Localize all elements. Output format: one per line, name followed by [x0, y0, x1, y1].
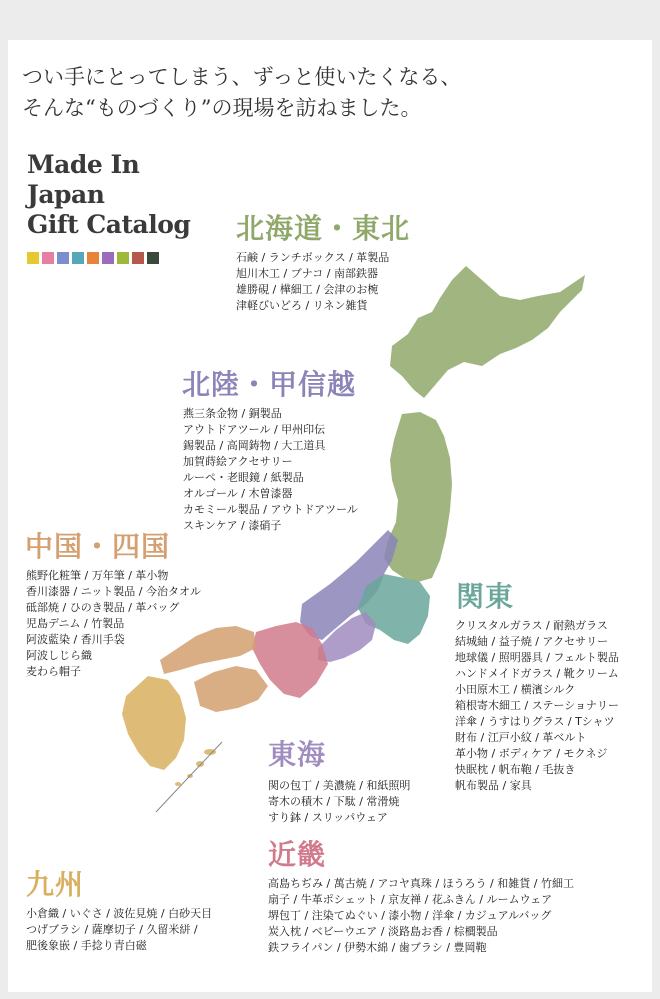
region-item-line: 旭川木工 / ブナコ / 南部鉄器 [236, 267, 378, 280]
region-items-chugoku-shikoku [26, 568, 201, 680]
region-item-line: 洋傘 / うすはりグラス / Tシャツ [455, 715, 615, 728]
map-region-shikoku [194, 666, 268, 712]
region-item-line: 児島デニム / 竹製品 [26, 617, 125, 630]
region-item-line: 寄木の積木 / 下駄 / 常滑焼 [268, 795, 400, 808]
region-item-line: 熊野化粧筆 / 万年筆 / 革小物 [26, 569, 169, 582]
region-title-kyushu: 九州 [26, 868, 85, 901]
region-item-line: 鉄フライパン / 伊勢木綿 / 歯ブラシ / 豊岡鞄 [268, 941, 487, 954]
region-item-line: 高島ちぢみ / 萬古焼 / アコヤ真珠 / ほうろう / 和雑貨 / 竹細工 [268, 877, 574, 890]
region-item-line: カモミール製品 / アウトドアツール [183, 503, 358, 516]
region-item-line: クリスタルガラス / 耐熱ガラス [455, 619, 608, 632]
region-item-line: 阿波しじら織 [26, 649, 92, 662]
region-item-line: 麦わら帽子 [26, 665, 81, 678]
region-item-line: 小田原木工 / 横濱シルク [455, 683, 576, 696]
region-items-kinki [268, 876, 574, 956]
intro-line-2: そんな“ものづくり”の現場を訪ねました。 [22, 96, 422, 120]
intro-line-1: つい手にとってしまう、ずっと使いたくなる、 [22, 65, 462, 89]
region-item-line: 堺包丁 / 注染てぬぐい / 漆小物 / 洋傘 / カジュアルバッグ [268, 909, 552, 922]
region-item-line: 阿波藍染 / 香川手袋 [26, 633, 125, 646]
region-title-tokai: 東海 [268, 738, 327, 771]
region-items-tokai [268, 778, 410, 826]
logo-line-3: Gift Catalog [27, 210, 191, 239]
region-item-line: 津軽びいどろ / リネン雑貨 [236, 299, 368, 312]
region-item-line: 箱根寄木細工 / ステーショナリー [455, 699, 620, 712]
region-items-hokkaido-tohoku [236, 250, 389, 314]
map-region-hokkaido [390, 266, 585, 398]
region-title-chugoku-shikoku: 中国・四国 [25, 530, 171, 563]
region-item-line: 小倉織 / いぐさ / 波佐見焼 / 白砂天目 [26, 907, 213, 920]
logo-line-2: Japan [27, 180, 105, 209]
region-items-kyushu [26, 906, 212, 954]
region-items-hokuriku-koshinetsu [183, 406, 358, 534]
region-item-line: 財布 / 江戸小紋 / 革ベルト [455, 731, 587, 744]
region-title-kinki: 近畿 [268, 838, 327, 871]
region-item-line: 加賀蒔絵アクセサリー [183, 455, 293, 468]
region-item-line: 肥後象嵌 / 手捻り青白磁 [26, 939, 147, 952]
region-item-line: すり鉢 / スリッパウェア [268, 811, 388, 824]
region-title-hokuriku-koshinetsu: 北陸・甲信越 [182, 368, 357, 401]
region-item-line: 快眠枕 / 帆布鞄 / 毛抜き [455, 763, 576, 776]
region-items-kanto [455, 618, 619, 794]
region-item-line: 結城紬 / 益子焼 / アクセサリー [455, 635, 609, 648]
region-item-line: ハンドメイドガラス / 靴クリーム [455, 667, 619, 680]
region-item-line: ルーペ・老眼鏡 / 紙製品 [183, 471, 304, 484]
region-item-line: オルゴール / 木曽漆器 [183, 487, 293, 500]
map-region-tohoku [384, 412, 452, 582]
region-item-line: 燕三条金物 / 銅製品 [183, 407, 282, 420]
region-item-line: 地球儀 / 照明器具 / フェルト製品 [455, 651, 619, 664]
region-item-line: スキンケア / 漆硝子 [183, 519, 282, 532]
region-title-kanto: 関東 [456, 580, 515, 613]
region-item-line: 錫製品 / 高岡鋳物 / 大工道具 [183, 439, 326, 452]
region-item-line: 関の包丁 / 美濃焼 / 和紙照明 [268, 779, 411, 792]
logo-line-1: Made In [27, 150, 140, 179]
region-item-line: つげブラシ / 薩摩切子 / 久留米絣 / [26, 923, 198, 936]
region-item-line: アウトドアツール / 甲州印伝 [183, 423, 326, 436]
region-item-line: 石鹸 / ランチボックス / 革製品 [236, 251, 390, 264]
region-item-line: 炭入枕 / ベビーウエア / 淡路島お香 / 棕櫚製品 [268, 925, 498, 938]
region-item-line: 扇子 / 牛革ポシェット / 京友禅 / 花ふきん / ルームウェア [268, 893, 553, 906]
region-title-hokkaido-tohoku: 北海道・東北 [236, 212, 411, 245]
region-item-line: 革小物 / ボディケア / モクネジ [455, 747, 608, 760]
region-item-line: 帆布製品 / 家具 [455, 779, 532, 792]
region-item-line: 香川漆器 / ニット製品 / 今治タオル [26, 585, 201, 598]
region-item-line: 雄勝硯 / 樺細工 / 会津のお椀 [236, 283, 379, 296]
map-region-kyushu [122, 676, 186, 770]
region-item-line: 砥部焼 / ひのき製品 / 革バッグ [26, 601, 180, 614]
